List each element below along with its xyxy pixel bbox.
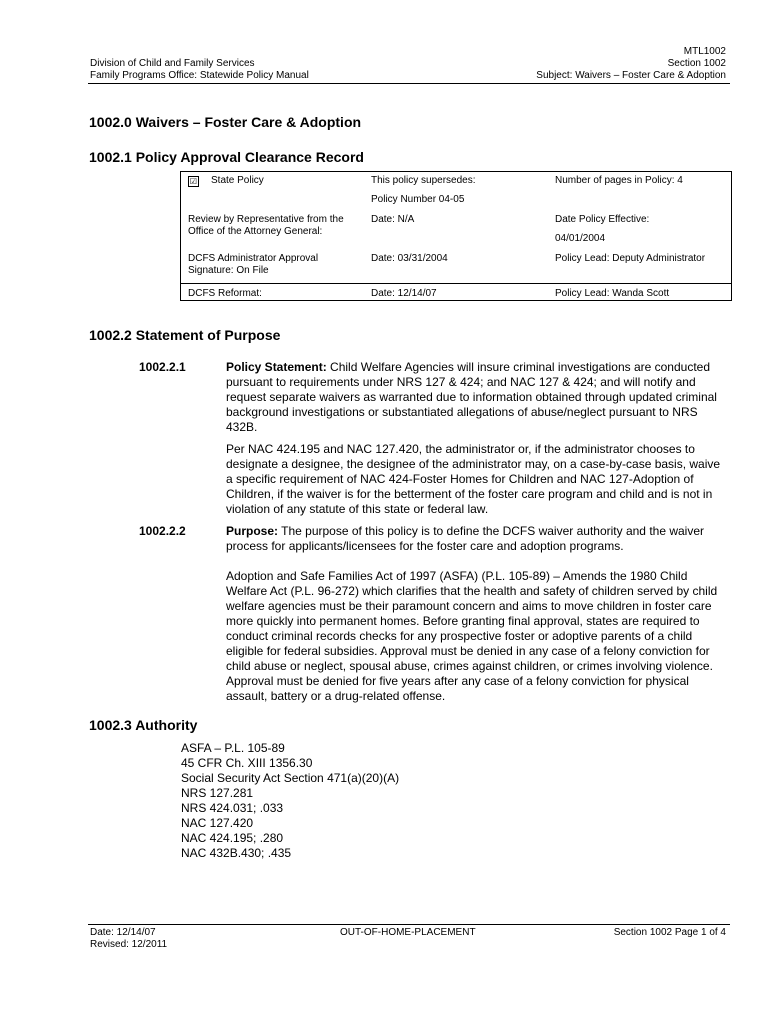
list-item: NRS 424.031; .033: [181, 801, 284, 815]
admin-approval-date: Date: 03/31/2004: [371, 253, 448, 264]
list-item: NAC 127.420: [181, 816, 254, 830]
policy-statement-text: Child Welfare Agencies will insure criminal investigations are conducted pursuant to requirements under NRS 127 & 424; and NAC 127 & 424; and will notify and request separate waivers as warranted due to information obtained through updated criminal background investigations or substantiated allegations of abuse/neglect pursuant to NRS 432B.: [226, 360, 717, 434]
page-title: 1002.0 Waivers – Foster Care & Adoption: [89, 114, 362, 130]
section-heading-clearance: 1002.1 Policy Approval Clearance Record: [89, 149, 364, 165]
clearance-table: [180, 171, 732, 301]
nac-paragraph: Per NAC 424.195 and NAC 127.420, the administrator or, if the administrator chooses to designate a designee, the designee of the administrator may, on a case-by-case basis, waive a specific requirement of NAC 424-Foster Homes for Children and NAC 127-Adoption of Children, if the waiver is for the betterment of the foster care program and child and is not in violation of any statute of this state or federal law.: [226, 442, 721, 516]
purpose-text: The purpose of this policy is to define the DCFS waiver authority and the waiver process for applicants/licensees for the foster care and adoption programs.: [226, 524, 705, 553]
footer-left: [90, 927, 167, 951]
reformat-label: DCFS Reformat:: [188, 288, 262, 299]
list-item: NAC 432B.430; .435: [181, 846, 292, 860]
authority-list: [181, 741, 399, 861]
checkbox-checked-icon: ☑: [189, 177, 198, 186]
date-effective-value: 04/01/2004: [555, 233, 606, 244]
policy-statement-paragraph: [226, 360, 726, 435]
header-manual: Family Programs Office: Statewide Policy Manual: [90, 70, 309, 81]
paragraph-number-1: 1002.2.1: [139, 360, 186, 374]
review-by-label: Review by Representative from the Office of the Attorney General:: [188, 214, 344, 237]
purpose-paragraph: [226, 524, 726, 554]
header-divider: [88, 83, 730, 84]
header-section: Section 1002: [667, 58, 726, 69]
list-item: 45 CFR Ch. XIII 1356.30: [181, 756, 313, 770]
policy-statement-lead: Policy Statement:: [226, 360, 327, 374]
paragraph-number-2: 1002.2.2: [139, 524, 186, 538]
list-item: Social Security Act Section 471(a)(20)(A): [181, 771, 400, 785]
asfa-paragraph: Adoption and Safe Families Act of 1997 (ASFA) (P.L. 105-89) – Amends the 1980 Child Welfare Act (P.L. 96-272) which clarifies that the health and safety of children served by child welfare agencies must be their paramount concern and aims to move children in foster care more quickly into permanent homes. Before granting final approval, states are required to conduct criminal records checks for any prospective foster or adoptive parents of a child eligible for federal subsidies. Approval must be denied in any case of a felony conviction for child abuse or neglect, spousal abuse, crimes against children, or crimes involving violence. Approval must be denied for five years after any case of a felony conviction for physical assault, battery or a drug-related offense.: [226, 569, 718, 703]
supersedes-label: This policy supersedes:: [371, 175, 476, 186]
admin-approval-label: DCFS Administrator Approval Signature: On File: [188, 253, 319, 276]
pages-count: Number of pages in Policy: 4: [555, 175, 683, 186]
header-subject: Subject: Waivers – Foster Care & Adoption: [536, 70, 726, 81]
footer-date: Date: 12/14/07: [90, 927, 156, 938]
section-heading-purpose: 1002.2 Statement of Purpose: [89, 327, 281, 343]
header-left: [90, 58, 309, 82]
date-effective-label: Date Policy Effective:: [555, 214, 650, 225]
list-item: ASFA – P.L. 105-89: [181, 741, 285, 755]
policy-lead-deputy: Policy Lead: Deputy Administrator: [555, 253, 706, 264]
footer-page-number: Section 1002 Page 1 of 4: [613, 927, 726, 938]
header-right: [536, 46, 726, 82]
review-date: Date: N/A: [371, 214, 415, 225]
header-division: Division of Child and Family Services: [90, 58, 255, 69]
purpose-lead: Purpose:: [226, 524, 279, 538]
list-item: NAC 424.195; .280: [181, 831, 284, 845]
footer-center: OUT-OF-HOME-PLACEMENT: [340, 927, 476, 938]
state-policy-label: State Policy: [211, 175, 264, 186]
state-policy-cell: [188, 175, 353, 187]
list-item: NRS 127.281: [181, 786, 254, 800]
section-heading-authority: 1002.3 Authority: [89, 717, 198, 733]
policy-lead-wanda: Policy Lead: Wanda Scott: [555, 288, 670, 299]
reformat-date: Date: 12/14/07: [371, 288, 437, 299]
footer-divider: [88, 924, 730, 925]
footer-revised: Revised: 12/2011: [90, 939, 168, 950]
table-divider: [181, 283, 731, 284]
header-mtl: MTL1002: [683, 46, 726, 57]
policy-number: Policy Number 04-05: [371, 194, 465, 205]
